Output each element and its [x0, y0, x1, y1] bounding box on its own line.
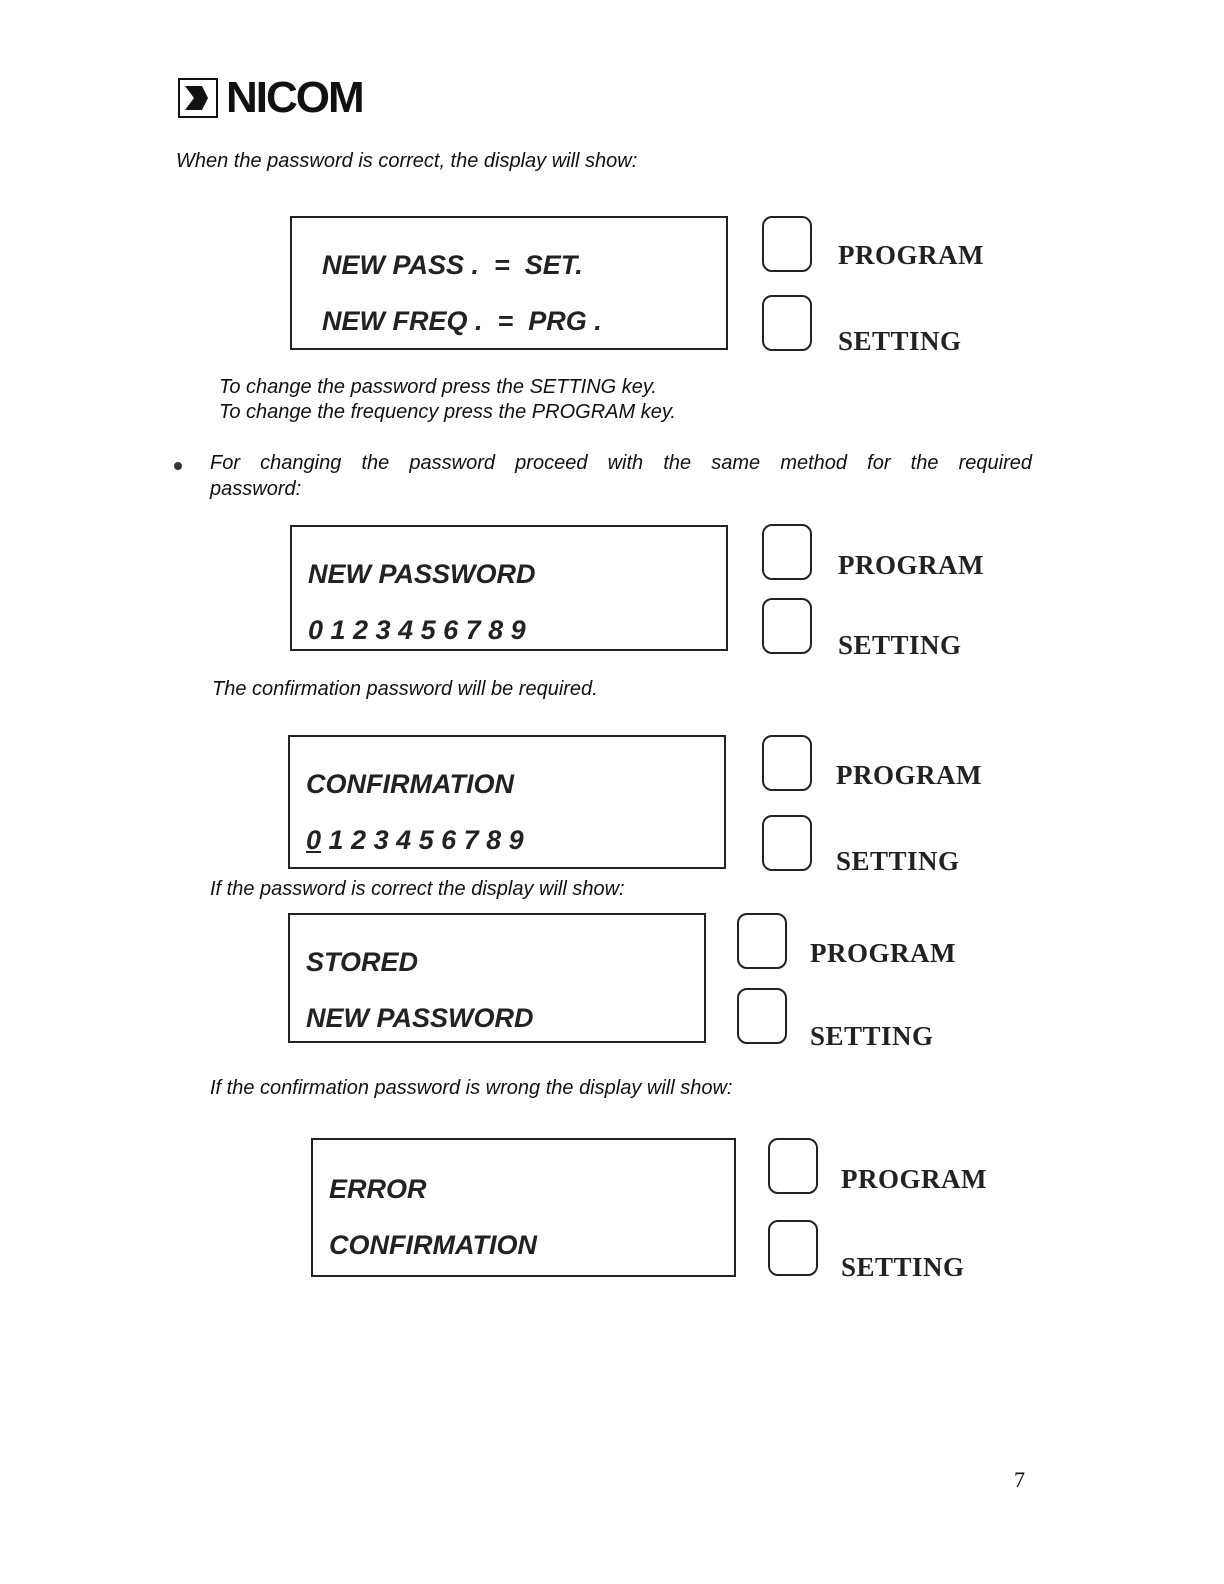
setting-key[interactable] — [768, 1220, 818, 1276]
program-key[interactable] — [762, 524, 812, 580]
wrong-password-text: If the confirmation password is wrong the display will show: — [210, 1077, 733, 1099]
brand-name: NICOM — [226, 73, 363, 122]
program-key[interactable] — [762, 735, 812, 791]
display-line-1: ERROR — [329, 1174, 427, 1204]
program-key-label: PROGRAM — [838, 550, 984, 580]
program-key-label: PROGRAM — [810, 938, 956, 968]
display-line-1: NEW PASS . = SET. — [322, 250, 583, 280]
intro-text: When the password is correct, the display will show: — [176, 150, 638, 172]
lcd-display-2 — [290, 525, 728, 651]
page-number: 7 — [1014, 1467, 1025, 1492]
display-line-2 — [306, 825, 524, 856]
setting-key[interactable] — [762, 815, 812, 871]
setting-key-label: SETTING — [841, 1252, 965, 1282]
setting-key-label: SETTING — [836, 846, 960, 876]
program-key[interactable] — [768, 1138, 818, 1194]
logo-mark-icon — [178, 78, 218, 118]
program-key[interactable] — [762, 216, 812, 272]
display-line-2: CONFIRMATION — [329, 1230, 537, 1260]
program-key[interactable] — [737, 913, 787, 969]
program-key-label: PROGRAM — [836, 760, 982, 790]
setting-key[interactable] — [762, 295, 812, 351]
display-line-1: CONFIRMATION — [306, 769, 514, 799]
display-line-1: STORED — [306, 947, 419, 977]
setting-key-label: SETTING — [838, 630, 962, 660]
lcd-display-3 — [288, 735, 726, 869]
correct-password-text: If the password is correct the display will show: — [210, 878, 625, 900]
instruction-change-frequency: To change the frequency press the PROGRAM key. — [219, 401, 676, 423]
instruction-change-password: To change the password press the SETTING key. — [219, 376, 657, 398]
bullet-text-line-1: For changing the password proceed with the same method for the required — [210, 452, 1032, 474]
lcd-display-4 — [288, 913, 706, 1043]
program-key-label: PROGRAM — [838, 240, 984, 270]
display-line-2: NEW PASSWORD — [306, 1003, 534, 1033]
display-line-2: 0 1 2 3 4 5 6 7 8 9 — [308, 615, 526, 645]
bullet-text-line-2: password: — [210, 478, 302, 500]
setting-key[interactable] — [737, 988, 787, 1044]
display-line-1: NEW PASSWORD — [308, 559, 536, 589]
confirmation-required-text: The confirmation password will be required. — [212, 678, 598, 700]
program-key-label: PROGRAM — [841, 1164, 987, 1194]
lcd-display-1 — [290, 216, 728, 350]
cursor-digit: 0 — [306, 825, 322, 855]
brand-logo — [178, 74, 363, 122]
setting-key[interactable] — [762, 598, 812, 654]
setting-key-label: SETTING — [810, 1021, 934, 1051]
remaining-digits: 1 2 3 4 5 6 7 8 9 — [321, 825, 524, 855]
bullet-icon — [174, 462, 182, 470]
lcd-display-5 — [311, 1138, 736, 1277]
setting-key-label: SETTING — [838, 326, 962, 356]
display-line-2: NEW FREQ . = PRG . — [322, 306, 602, 336]
